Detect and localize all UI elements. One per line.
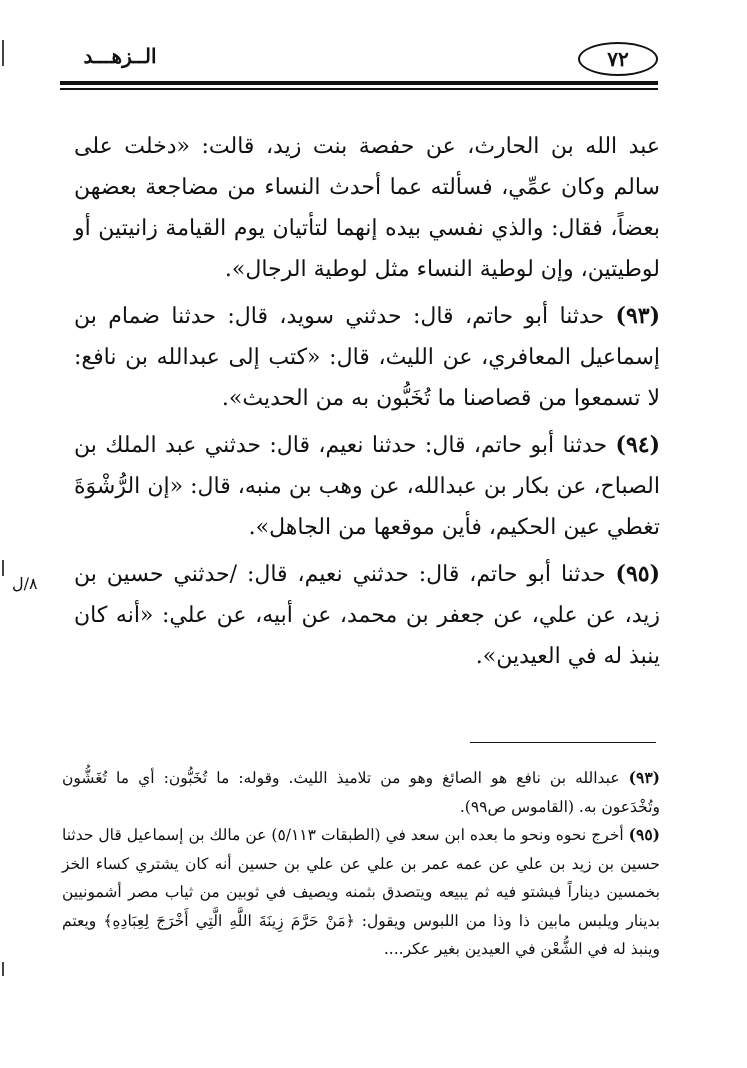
footnotes — [62, 764, 660, 964]
scan-edge-mark — [2, 560, 4, 576]
paragraph-text: حدثنا أبو حاتم، قال: حدثني نعيم، قال: /حدثني حسين بن زيد، عن علي، عن جعفر بن محمد، عن أبيه، عن علي: «أنه كان ينبذ له في العيدين». — [74, 562, 660, 669]
hadith-number: (٩٣) — [615, 303, 660, 329]
paragraph-continuation — [74, 126, 660, 290]
hadith-number: (٩٤) — [615, 432, 661, 458]
header-rule-thick — [60, 81, 658, 85]
page-header — [60, 42, 658, 92]
footnote-number: (٩٣) — [628, 768, 660, 787]
footnote-separator — [470, 742, 656, 743]
running-title: الــزهـــد — [83, 44, 157, 68]
scan-edge-mark — [2, 962, 4, 976]
header-rule-thin — [60, 88, 658, 90]
scan-edge-mark — [2, 40, 4, 66]
manuscript-folio-note: ٨/ل — [12, 574, 38, 593]
footnote-95 — [62, 821, 660, 964]
footnote-number: (٩٥) — [628, 825, 660, 844]
hadith-94 — [74, 425, 660, 548]
paragraph-text: حدثنا أبو حاتم، قال: حدثني سويد، قال: حدثنا ضمام بن إسماعيل المعافري، عن الليث، قال: «كتب إلى عبدالله بن نافع: لا تسمعوا من قصاصنا ما تُخَبُّون به من الحديث». — [74, 304, 660, 411]
hadith-number: (٩٥) — [615, 561, 660, 587]
footnote-text: عبدالله بن نافع هو الصائغ وهو من تلاميذ الليث. وقوله: ما تُخَبُّون: أي ما تُغَشُّون وتُخْدَعون به. (القاموس ص٩٩). — [62, 769, 660, 816]
main-text — [74, 126, 660, 683]
paragraph-text: عبد الله بن الحارث، عن حفصة بنت زيد، قالت: «دخلت على سالم وكان عمِّي، فسألته عما أحدث النساء من مضاجعة بعضهن بعضاً، فقال: والذي نفسي بيده إنهما لتأتيان يوم القيامة زانيتين أو لوطيتين، وإن لوطية النساء مثل لوطية الرجال». — [74, 134, 661, 282]
hadith-93 — [74, 296, 660, 419]
footnote-93 — [62, 764, 660, 821]
footnote-text: أخرج نحوه ونحو ما بعده ابن سعد في (الطبقات ٥/١١٣) عن مالك بن إسماعيل قال حدثنا حسين بن زيد بن علي عن عمه عمر بن علي عن علي بن حسين أنه كان يشتري كساء الخز بخمسين ديناراً فيشتو فيه ثم يبيعه ويتصدق بثمنه ويصيف في ثوبين من ثياب مصر أشمونيين بدينار ويلبس مابين ذا وذا من اللبوس ويقول: ﴿مَنْ حَرَّمَ زِينَةَ اللَّهِ الَّتِي أَخْرَجَ لِعِبَادِهِ﴾ ويعتم وينبذ له في الشُّعْن في العيدين بغير عكر.... — [62, 826, 660, 958]
page-number: ٧٢ — [607, 47, 629, 71]
paragraph-text: حدثنا أبو حاتم، قال: حدثنا نعيم، قال: حدثني عبد الملك بن الصباح، عن بكار بن عبدالله، عن وهب بن منبه، قال: «إن الرُّشْوَةَ تغطي عين الحكيم، فأين موقعها من الجاهل». — [74, 433, 660, 540]
page-number-badge — [578, 42, 658, 76]
hadith-95 — [74, 554, 660, 677]
